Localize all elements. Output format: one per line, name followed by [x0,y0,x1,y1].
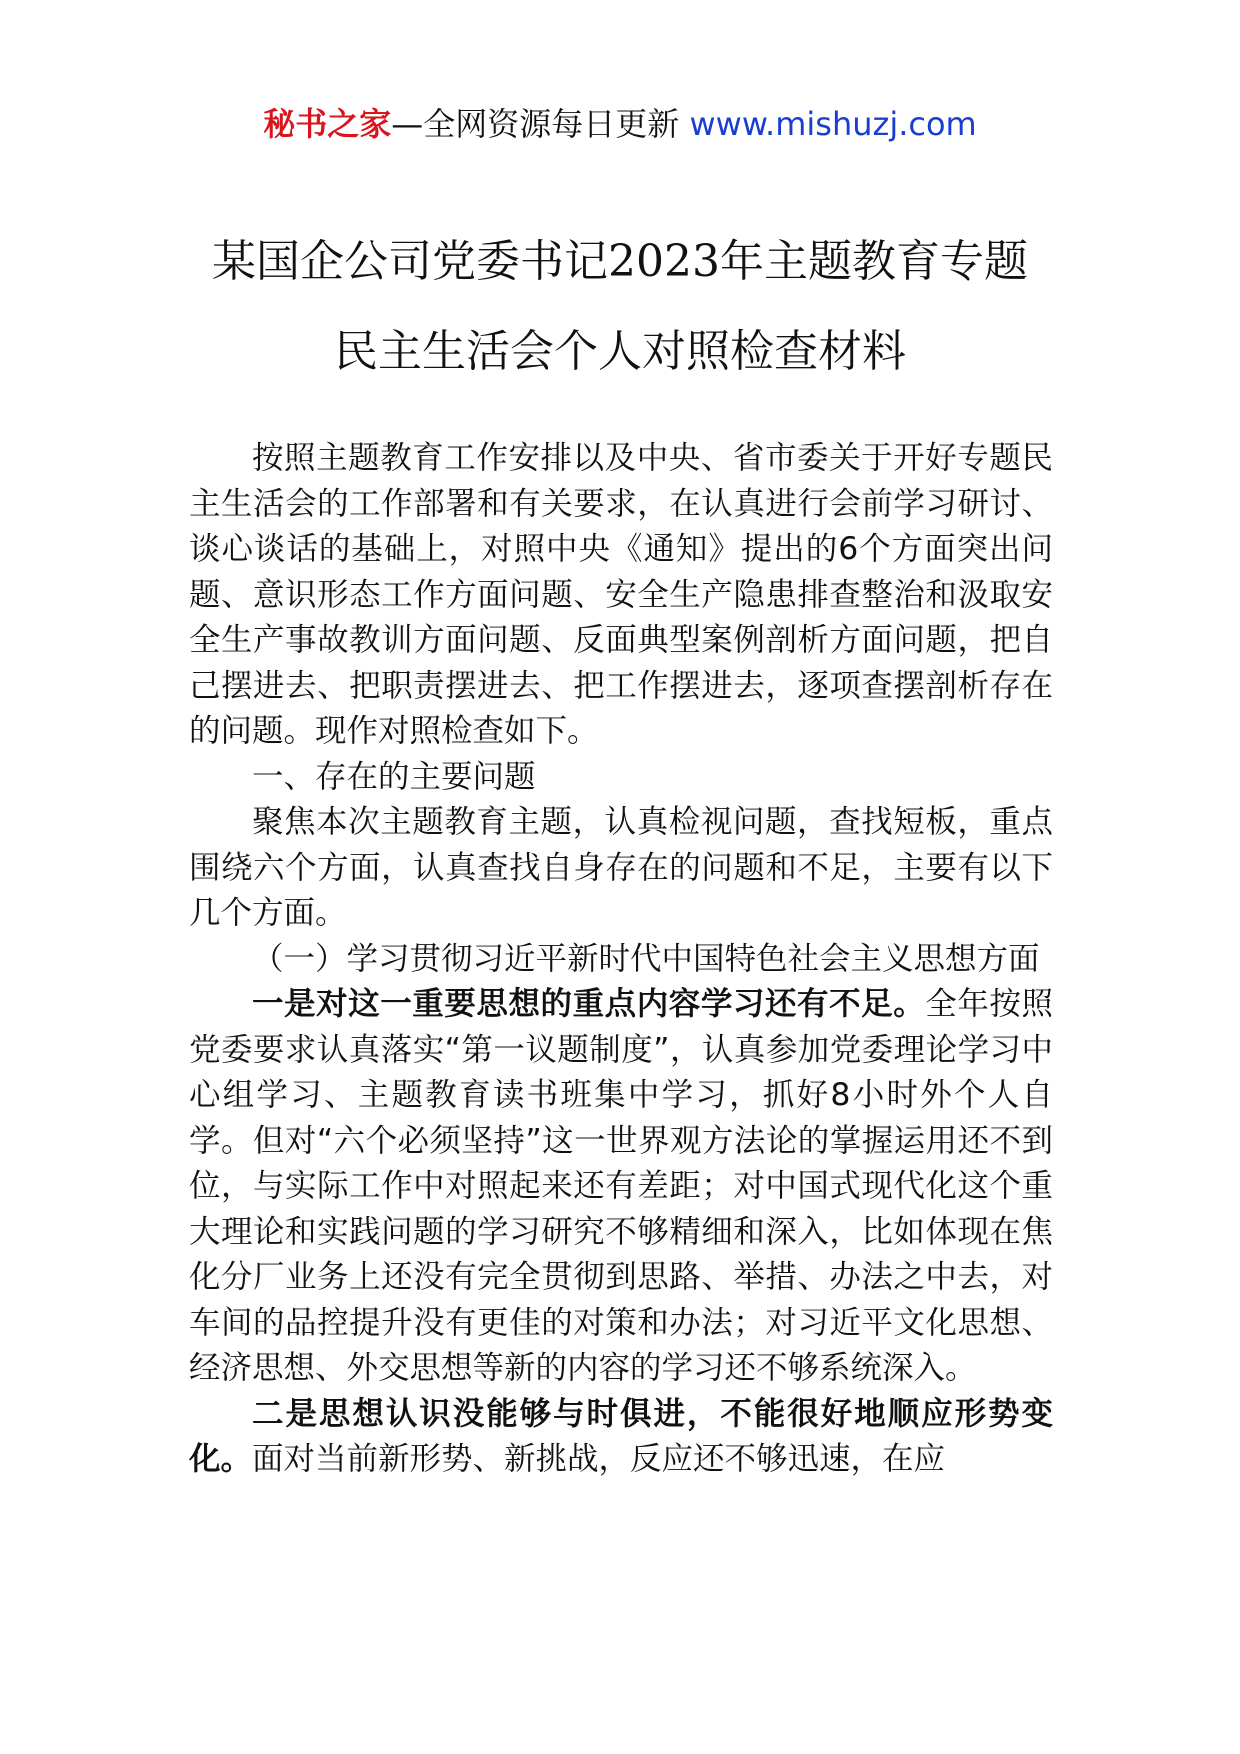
intro-paragraph: 按照主题教育工作安排以及中央、省市委关于开好专题民主生活会的工作部署和有关要求，在认真进行会前学习研讨、谈心谈话的基础上，对照中央《通知》提出的6个方面突出问题、意识形态工作方面问题、安全生产隐患排查整治和汲取安全生产事故教训方面问题、反面典型案例剖析方面问题，把自己摆进去、把职责摆进去、把工作摆进去，逐项查摆剖析存在的问题。现作对照检查如下。 [189,440,1053,749]
site-banner [0,100,1240,148]
point-one-text: 全年按照党委要求认真落实“第一议题制度”，认真参加党委理论学习中心组学习、主题教育读书班集中学习，抓好8小时外个人自学。但对“六个必须坚持”这一世界观方法论的掌握运用还不到位，与实际工作中对照起来还有差距；对中国式现代化这个重大理论和实践问题的学习研究不够精细和深入，比如体现在焦化分厂业务上还没有完全贯彻到思路、举措、办法之中去，对车间的品控提升没有更佳的对策和办法；对习近平文化思想、经济思想、外交思想等新的内容的学习还不够系统深入。 [189,986,1053,1386]
site-url-link[interactable]: www.mishuzj.com [689,105,977,143]
point-two-lead: 二是思想认识没能够与时俱进，不能很好地顺应形势变化。 [189,1395,1053,1477]
subsection-heading: （一）学习贯彻习近平新时代中国特色社会主义思想方面 [252,940,1040,977]
document-title-line-2: 民主生活会个人对照检查材料 [334,326,906,377]
document-title-line-1: 某国企公司党委书记2023年主题教育专题 [212,236,1028,287]
banner-slogan: —全网资源每日更新 [391,105,690,143]
point-one-lead: 一是对这一重要思想的重点内容学习还有不足。 [252,986,926,1022]
document-body [189,436,1053,1483]
point-two-paragraph [189,1392,1053,1483]
section-heading: 一、存在的主要问题 [252,758,536,795]
brand-name: 秘书之家 [263,105,392,143]
point-one-paragraph [189,982,1053,1392]
section-intro-paragraph: 聚焦本次主题教育主题，认真检视问题，查找短板，重点围绕六个方面，认真查找自身存在的问题和不足，主要有以下几个方面。 [189,804,1053,931]
point-two-text: 面对当前新形势、新挑战，反应还不够迅速，在应 [252,1441,946,1477]
